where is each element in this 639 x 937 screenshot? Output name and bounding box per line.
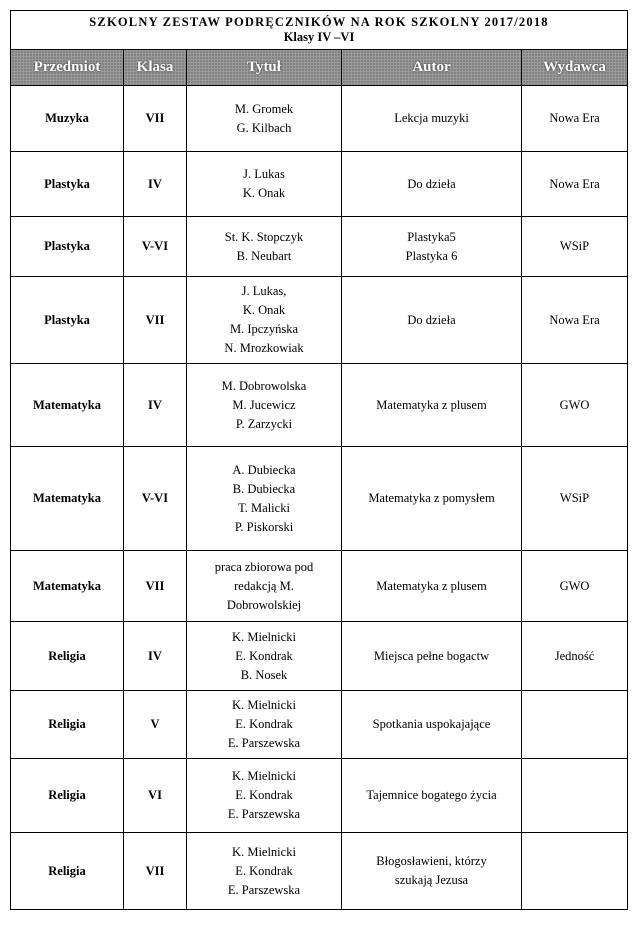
cell-przedmiot: Plastyka bbox=[11, 152, 124, 217]
cell-przedmiot: Muzyka bbox=[11, 86, 124, 152]
header-klasa: Klasa bbox=[124, 50, 187, 86]
cell-tytul-line: B. Dubiecka bbox=[232, 481, 296, 496]
cell-tytul-line: E. Parszewska bbox=[227, 807, 301, 821]
cell-autor bbox=[342, 551, 522, 622]
cell-autor-line: Tajemnice bogatego życia bbox=[366, 788, 497, 802]
cell-klasa: VI bbox=[124, 759, 187, 833]
cell-wydawca bbox=[522, 759, 628, 833]
cell-tytul-line: K. Mielnicki bbox=[232, 698, 296, 712]
cell-tytul-line: M. Gromek bbox=[234, 101, 294, 116]
cell-tytul bbox=[187, 833, 342, 910]
cell-wydawca: GWO bbox=[522, 551, 628, 622]
cell-przedmiot: Matematyka bbox=[11, 551, 124, 622]
cell-tytul-line: K. Onak bbox=[242, 186, 286, 200]
cell-przedmiot: Plastyka bbox=[11, 217, 124, 277]
table-row bbox=[11, 86, 628, 152]
cell-tytul-line: K. Mielnicki bbox=[232, 844, 296, 859]
cell-autor bbox=[342, 364, 522, 447]
column-header-row bbox=[11, 50, 628, 86]
table-row bbox=[11, 551, 628, 622]
cell-klasa: V-VI bbox=[124, 447, 187, 551]
table-row bbox=[11, 152, 628, 217]
cell-autor-line: Matematyka z pomysłem bbox=[368, 491, 495, 505]
cell-autor bbox=[342, 217, 522, 277]
cell-autor-line: Plastyka 6 bbox=[405, 248, 458, 263]
table-row bbox=[11, 364, 628, 447]
cell-klasa: V-VI bbox=[124, 217, 187, 277]
cell-tytul-line: P. Piskorski bbox=[234, 519, 294, 534]
cell-przedmiot: Religia bbox=[11, 833, 124, 910]
document-title bbox=[11, 11, 628, 50]
cell-wydawca: Nowa Era bbox=[522, 152, 628, 217]
cell-klasa: VII bbox=[124, 833, 187, 910]
cell-tytul-line: St. K. Stopczyk bbox=[224, 229, 304, 244]
cell-autor bbox=[342, 152, 522, 217]
table-row bbox=[11, 447, 628, 551]
cell-przedmiot: Matematyka bbox=[11, 447, 124, 551]
cell-tytul-line: B. Nosek bbox=[240, 667, 288, 682]
cell-tytul-line: E. Kondrak bbox=[235, 648, 293, 663]
cell-tytul-line: N. Mrozkowiak bbox=[224, 341, 304, 355]
cell-tytul bbox=[187, 277, 342, 364]
cell-autor-line: Lekcja muzyki bbox=[394, 111, 469, 125]
cell-tytul-line: praca zbiorowa pod bbox=[214, 559, 314, 574]
cell-wydawca: GWO bbox=[522, 364, 628, 447]
table-row bbox=[11, 277, 628, 364]
cell-tytul-line: M. Jucewicz bbox=[232, 397, 296, 412]
cell-klasa: V bbox=[124, 691, 187, 759]
table-row bbox=[11, 622, 628, 691]
cell-tytul-line: G. Kilbach bbox=[236, 120, 292, 135]
cell-autor-line: Miejsca pełne bogactw bbox=[373, 648, 490, 663]
cell-klasa: IV bbox=[124, 622, 187, 691]
cell-autor bbox=[342, 86, 522, 152]
cell-autor-line: Do dzieła bbox=[407, 312, 456, 327]
cell-autor bbox=[342, 277, 522, 364]
cell-klasa: IV bbox=[124, 152, 187, 217]
cell-autor-line: Do dzieła bbox=[407, 176, 456, 191]
textbook-list-document bbox=[10, 10, 627, 910]
cell-tytul-line: E. Parszewska bbox=[227, 882, 301, 897]
cell-wydawca: WSiP bbox=[522, 447, 628, 551]
cell-wydawca bbox=[522, 691, 628, 759]
cell-tytul-line: J. Lukas bbox=[243, 167, 285, 181]
table-body bbox=[11, 86, 628, 910]
textbook-table bbox=[10, 10, 628, 910]
cell-tytul-line: A. Dubiecka bbox=[232, 462, 296, 477]
cell-klasa: VII bbox=[124, 86, 187, 152]
cell-tytul bbox=[187, 691, 342, 759]
cell-tytul-line: M. Dobrowolska bbox=[221, 378, 307, 393]
table-row bbox=[11, 833, 628, 910]
table-row bbox=[11, 217, 628, 277]
cell-autor bbox=[342, 759, 522, 833]
header-autor: Autor bbox=[342, 50, 522, 86]
cell-tytul bbox=[187, 217, 342, 277]
cell-tytul-line: Dobrowolskiej bbox=[226, 597, 302, 612]
cell-tytul-line: M. Ipczyńska bbox=[229, 322, 299, 336]
cell-tytul bbox=[187, 759, 342, 833]
cell-tytul-line: K. Onak bbox=[242, 303, 286, 317]
cell-autor bbox=[342, 622, 522, 691]
cell-tytul-line: E. Kondrak bbox=[235, 863, 293, 878]
cell-tytul-line: K. Mielnicki bbox=[232, 629, 296, 644]
cell-tytul-line: E. Parszewska bbox=[227, 736, 301, 750]
cell-tytul-line: redakcją M. bbox=[234, 578, 294, 593]
cell-klasa: IV bbox=[124, 364, 187, 447]
header-tytul: Tytuł bbox=[187, 50, 342, 86]
title-row bbox=[11, 11, 628, 50]
cell-wydawca: WSiP bbox=[522, 217, 628, 277]
cell-autor bbox=[342, 691, 522, 759]
header-wydawca: Wydawca bbox=[522, 50, 628, 86]
cell-wydawca: Nowa Era bbox=[522, 86, 628, 152]
cell-tytul bbox=[187, 152, 342, 217]
cell-autor-line: szukają Jezusa bbox=[394, 873, 469, 887]
title-line-2: Klasy IV –VI bbox=[283, 30, 355, 44]
cell-autor-line: Plastyka5 bbox=[407, 229, 456, 244]
cell-wydawca bbox=[522, 833, 628, 910]
cell-tytul-line: B. Neubart bbox=[236, 248, 292, 263]
header-przedmiot: Przedmiot bbox=[11, 50, 124, 86]
cell-wydawca: Jedność bbox=[522, 622, 628, 691]
table-row bbox=[11, 759, 628, 833]
cell-autor-line: Matematyka z plusem bbox=[376, 578, 487, 593]
cell-tytul-line: E. Kondrak bbox=[235, 788, 293, 802]
cell-tytul bbox=[187, 551, 342, 622]
cell-klasa: VII bbox=[124, 277, 187, 364]
cell-autor-line: Spotkania uspokajające bbox=[372, 717, 491, 731]
cell-autor bbox=[342, 833, 522, 910]
table-row bbox=[11, 691, 628, 759]
cell-autor-line: Błogosławieni, którzy bbox=[376, 854, 487, 868]
cell-tytul bbox=[187, 447, 342, 551]
cell-tytul-line: T. Malicki bbox=[238, 500, 290, 515]
cell-tytul bbox=[187, 86, 342, 152]
cell-autor-line: Matematyka z plusem bbox=[376, 397, 487, 412]
cell-tytul-line: K. Mielnicki bbox=[232, 769, 296, 783]
cell-autor bbox=[342, 447, 522, 551]
title-line-1: SZKOLNY ZESTAW PODRĘCZNIKÓW NA ROK SZKOLNY 2017/2018 bbox=[89, 15, 549, 29]
cell-przedmiot: Matematyka bbox=[11, 364, 124, 447]
cell-przedmiot: Religia bbox=[11, 759, 124, 833]
cell-przedmiot: Religia bbox=[11, 622, 124, 691]
cell-tytul-line: P. Zarzycki bbox=[235, 416, 293, 431]
cell-tytul-line: E. Kondrak bbox=[235, 717, 293, 731]
cell-przedmiot: Religia bbox=[11, 691, 124, 759]
cell-klasa: VII bbox=[124, 551, 187, 622]
cell-przedmiot: Plastyka bbox=[11, 277, 124, 364]
cell-tytul bbox=[187, 622, 342, 691]
cell-wydawca: Nowa Era bbox=[522, 277, 628, 364]
cell-tytul-line: J. Lukas, bbox=[241, 284, 287, 298]
cell-tytul bbox=[187, 364, 342, 447]
